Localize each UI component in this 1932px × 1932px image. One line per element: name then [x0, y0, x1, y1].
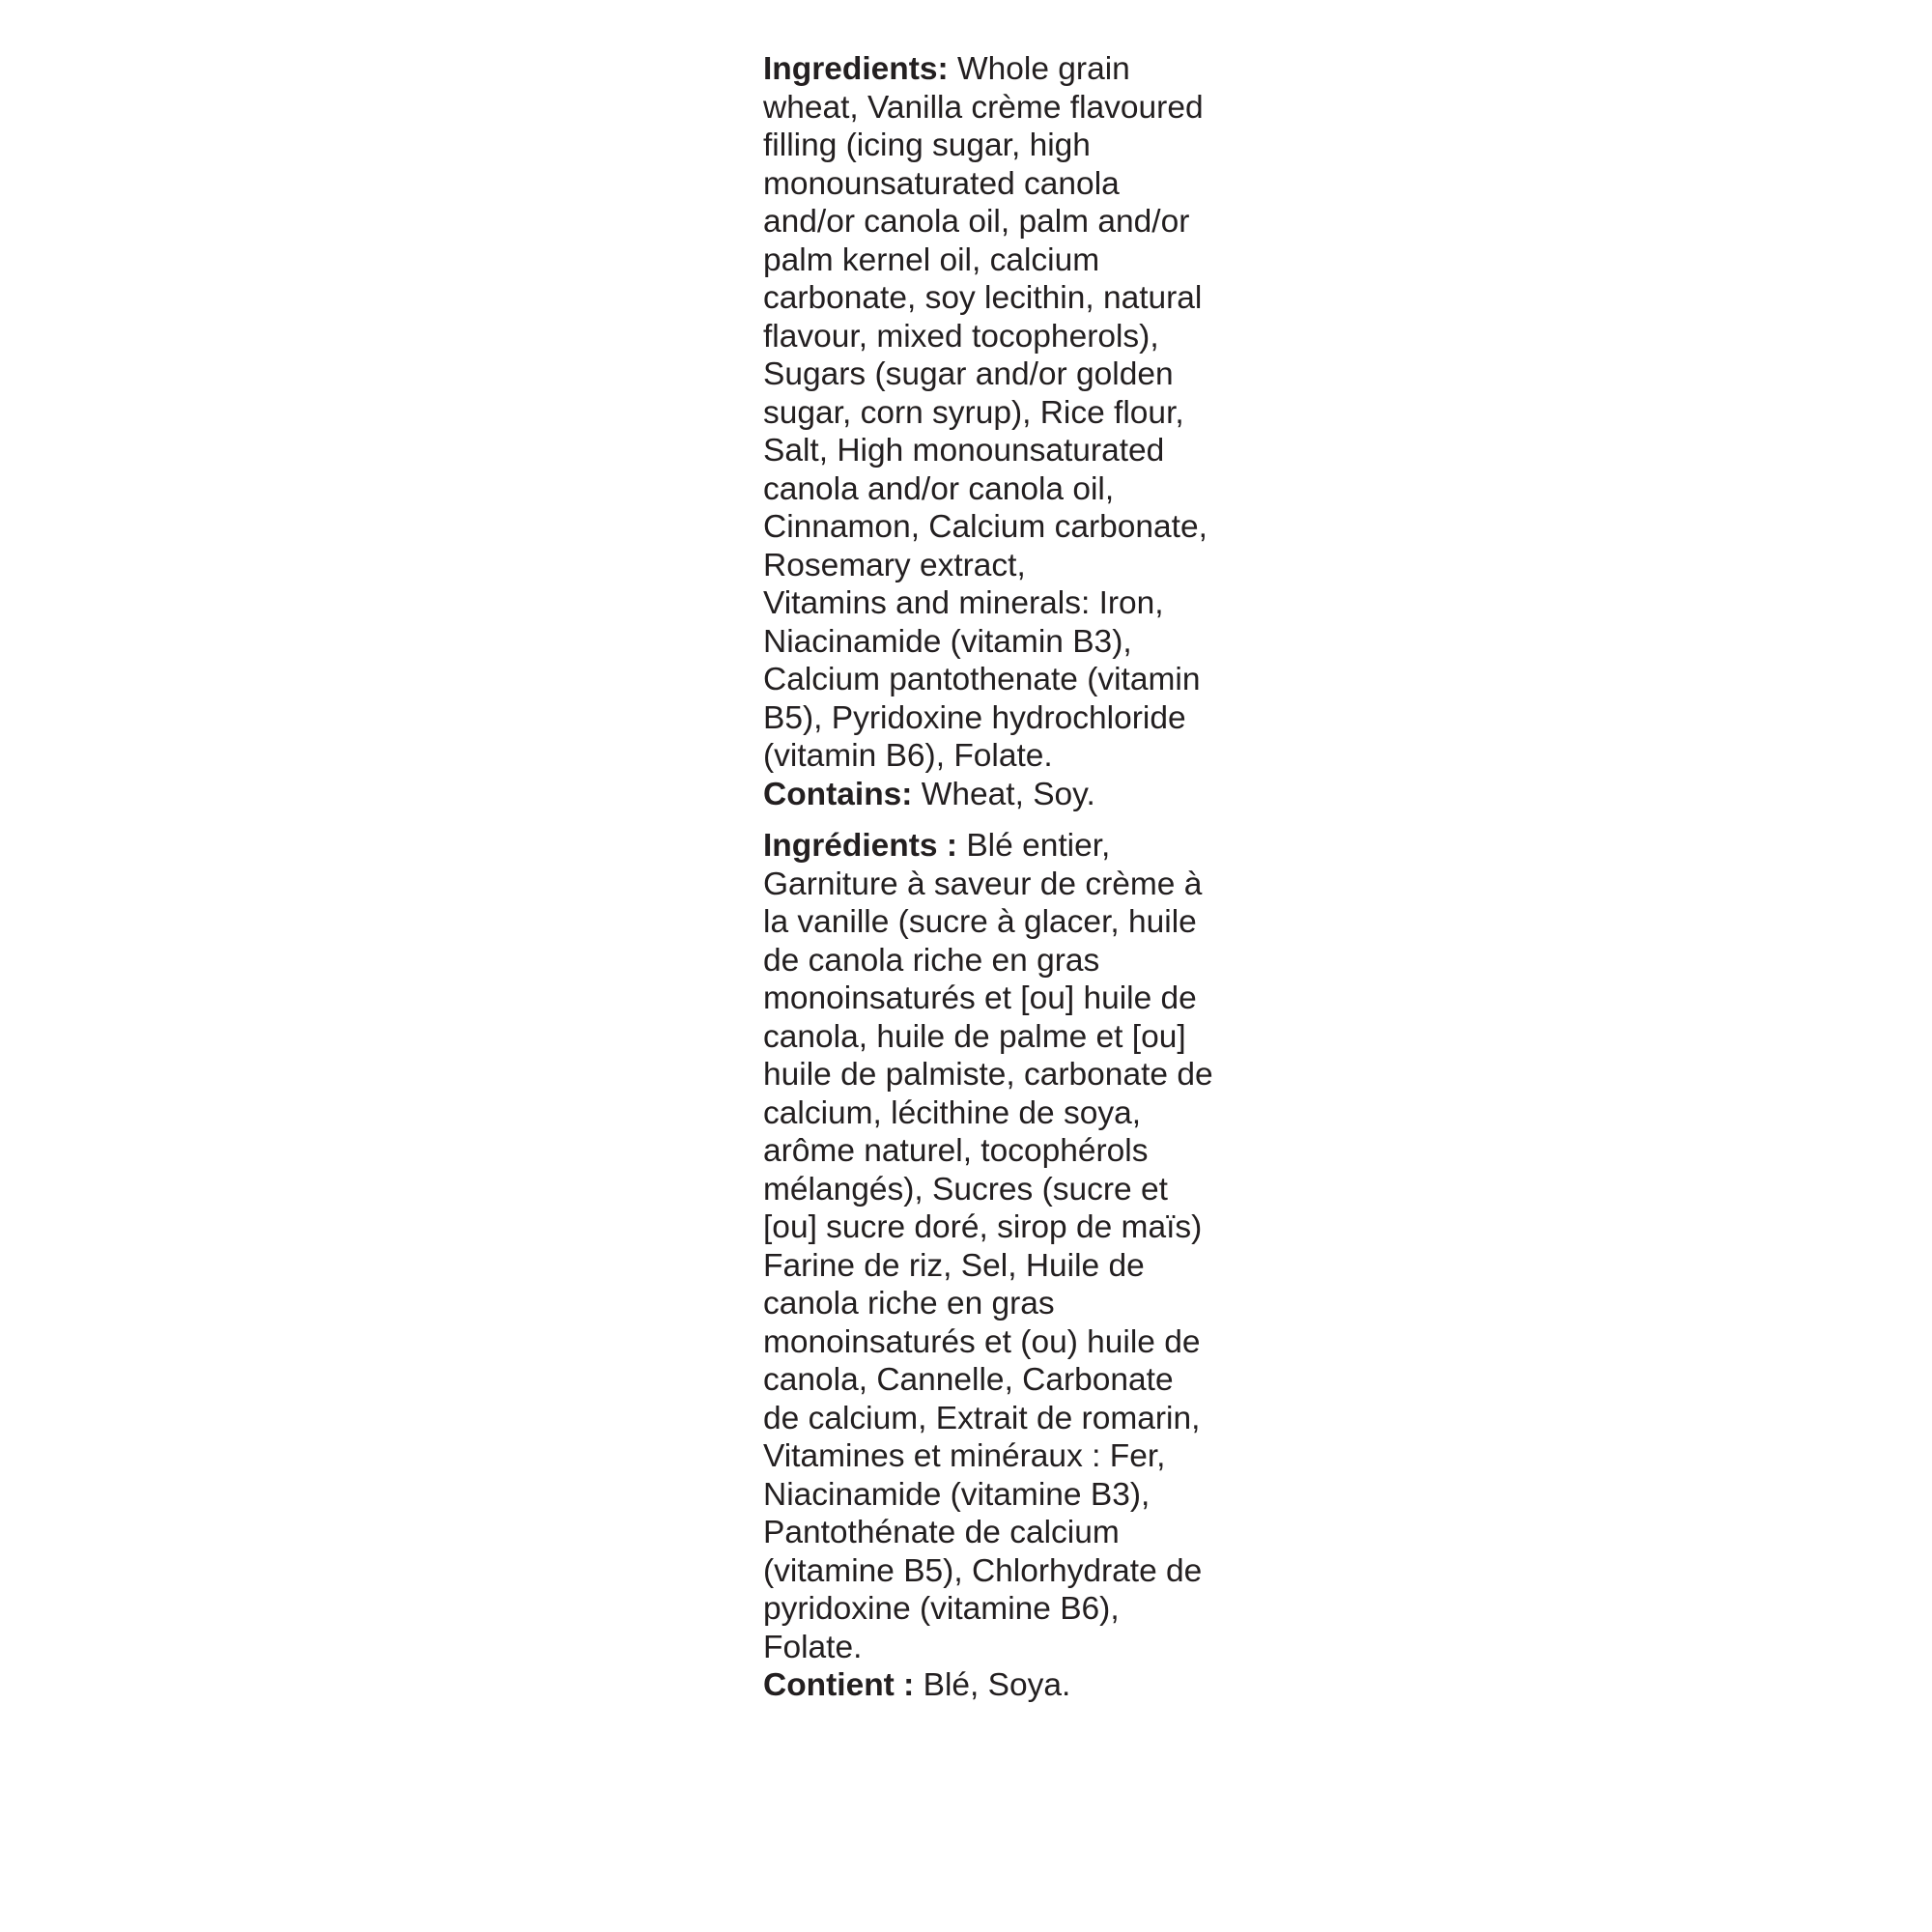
ingredient-label-panel [763, 50, 1217, 1705]
french-ingredients-paragraph [763, 827, 1217, 1437]
english-ingredients-text: Whole grain wheat, Vanilla crème flavoured filling (icing sugar, high monounsaturated canola and/or canola oil, palm and/or palm kernel oil, calcium carbonate, soy lecithin, natural flavour, mixed tocopherols), Sugars (sugar and/or golden sugar, corn syrup), Rice flour, Salt, High monounsaturated canola and/or canola oil, Cinnamon, Calcium carbonate, Rosemary extract, [763, 51, 1208, 583]
english-ingredients-block [763, 50, 1217, 813]
french-vitamins-paragraph: Vitamines et minéraux : Fer, Niacinamide (vitamine B3), Pantothénate de calcium (vitamine B5), Chlorhydrate de pyridoxine (vitamine B6), Folate. [763, 1438, 1203, 1665]
french-ingredients-block [763, 827, 1217, 1705]
french-ingredients-heading: Ingrédients : [763, 828, 958, 864]
english-ingredients-heading: Ingredients: [763, 51, 949, 87]
french-contains-paragraph [763, 1666, 1217, 1705]
english-vitamins-paragraph: Vitamins and minerals: Iron, Niacinamide (vitamin B3), Calcium pantothenate (vitamin B5), Pyridoxine hydrochloride (vitamin B6), Folate. [763, 585, 1201, 774]
english-contains-heading: Contains: [763, 776, 913, 812]
french-ingredients-text: Blé entier, Garniture à saveur de crème à la vanille (sucre à glacer, huile de canola riche en gras monoinsaturés et [ou] huile de canola, huile de palme et [ou] huile de palmiste, carbonate de calcium, lécithine de soya, arôme naturel, tocophérols mélangés), Sucres (sucre et [ou] sucre doré, sirop de maïs) Farine de riz, Sel, Huile de canola riche en gras monoinsaturés et (ou) huile de canola, Cannelle, Carbonate de calcium, Extrait de romarin, [763, 828, 1213, 1436]
english-contains-paragraph [763, 776, 1217, 814]
french-contains-heading: Contient : [763, 1667, 915, 1703]
french-contains-text: Blé, Soya. [914, 1667, 1071, 1703]
english-contains-text: Wheat, Soy. [912, 776, 1095, 812]
english-ingredients-paragraph [763, 50, 1217, 584]
